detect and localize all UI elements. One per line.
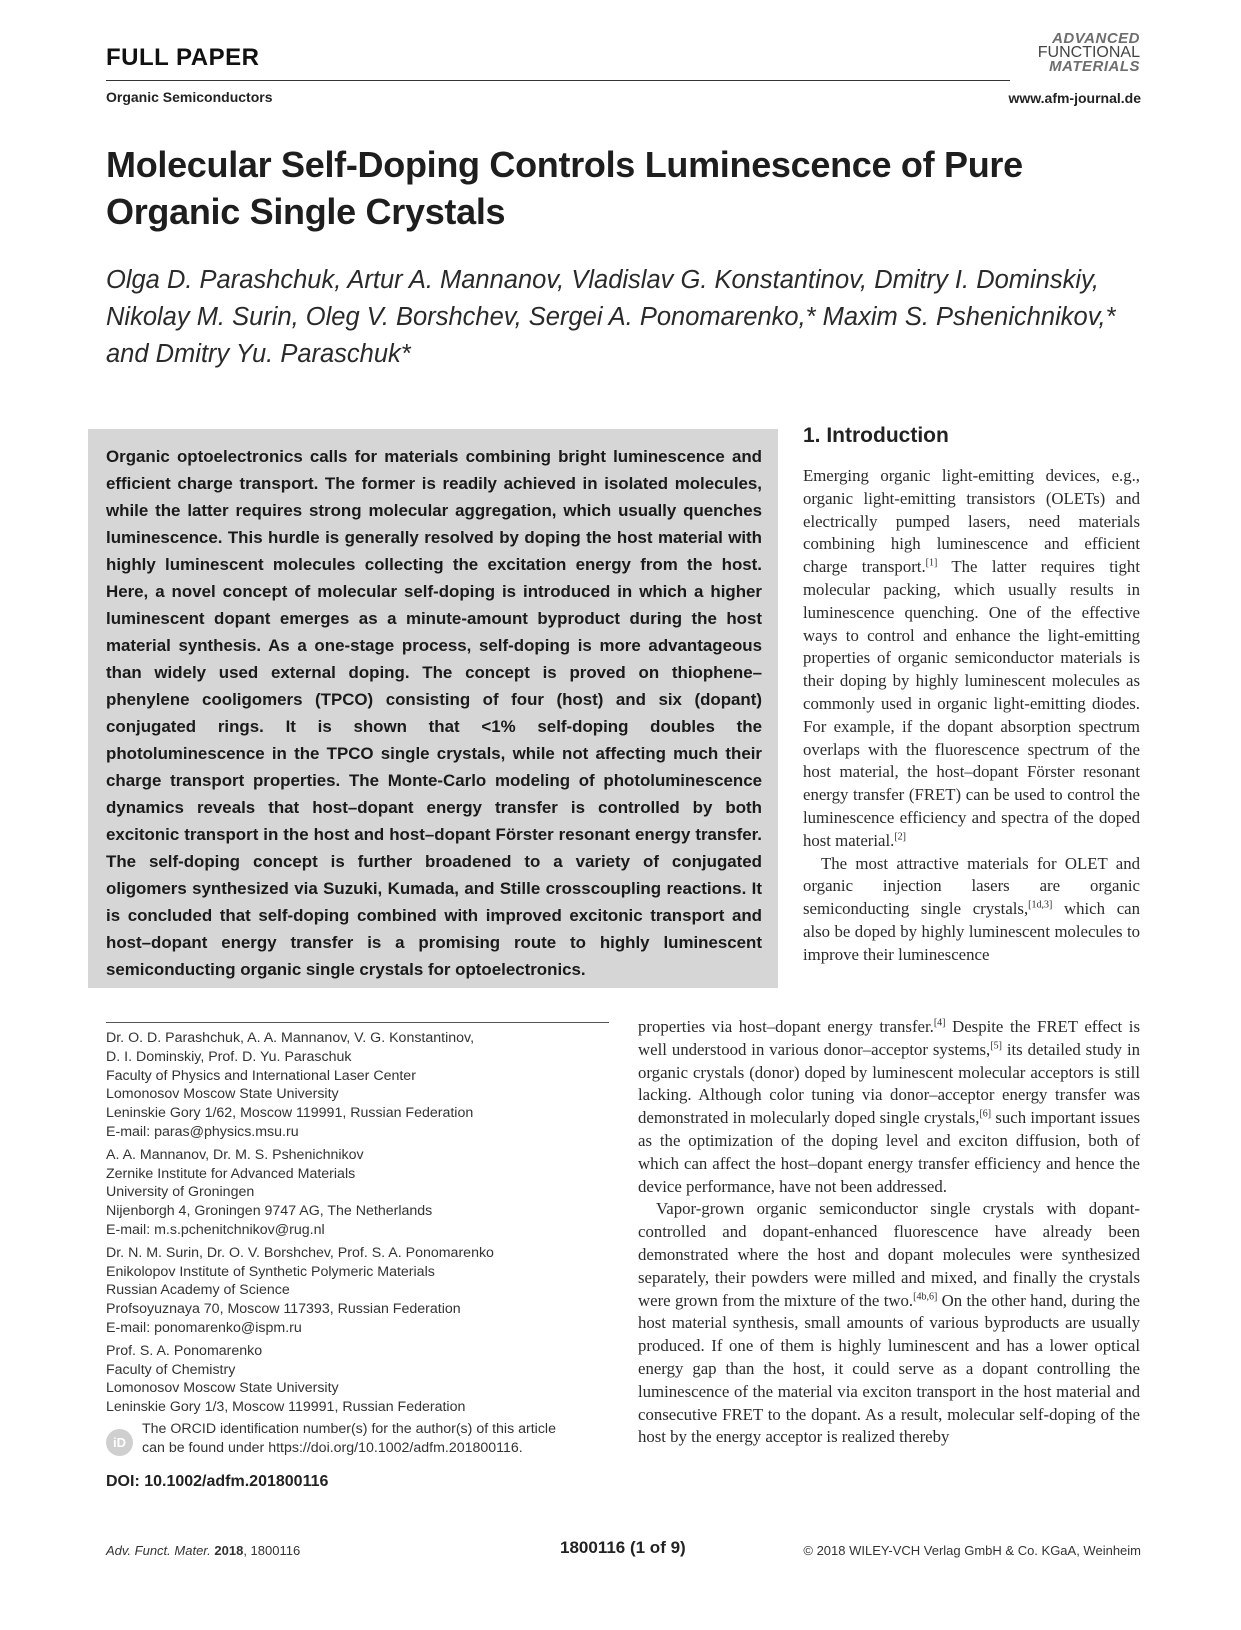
email-link[interactable]: E-mail: ponomarenko@ispm.ru bbox=[106, 1319, 302, 1336]
header-rule bbox=[106, 80, 1010, 81]
text-run: its detailed study in organic crystals (donor) doped by luminescent molecular acceptors is still lacking. Although color tuning via donor–acceptor energy transfer was demonstrated in molecularly doped single crystals, bbox=[638, 1039, 1140, 1128]
affiliation-block bbox=[106, 1342, 616, 1417]
footer-year: 2018 bbox=[214, 1543, 244, 1558]
journal-logo-line: ADVANCED bbox=[1052, 30, 1140, 47]
affiliation-line: Nijenborgh 4, Groningen 9747 AG, The Netherlands bbox=[106, 1203, 433, 1220]
affiliation-line: Prof. S. A. Ponomarenko bbox=[106, 1342, 263, 1359]
text-run: The most attractive materials for OLET and organic injection lasers are organic semiconducting single crystals, bbox=[803, 853, 1140, 919]
affiliation-line: Dr. N. M. Surin, Dr. O. V. Borshchev, Prof. S. A. Ponomarenko bbox=[106, 1244, 494, 1261]
footer-citation bbox=[106, 1543, 300, 1558]
footer-journal: Adv. Funct. Mater. bbox=[106, 1543, 211, 1558]
affiliation-line: Faculty of Physics and International Laser Center bbox=[106, 1067, 416, 1084]
affiliation-line: Faculty of Chemistry bbox=[106, 1361, 236, 1378]
affiliation-line: University of Groningen bbox=[106, 1184, 255, 1201]
affiliation-rule bbox=[106, 1022, 609, 1023]
intro-paragraph bbox=[638, 1016, 1140, 1198]
intro-paragraph bbox=[638, 1198, 1140, 1449]
citation-ref[interactable]: [1d,3] bbox=[1028, 899, 1053, 911]
citation-ref[interactable]: [6] bbox=[979, 1108, 992, 1120]
affiliation-block bbox=[106, 1146, 616, 1240]
affiliation-line: Enikolopov Institute of Synthetic Polymeric Materials bbox=[106, 1263, 435, 1280]
abstract-text: Organic optoelectronics calls for materials combining bright luminescence and efficient charge transport. The former is readily achieved in isolated molecules, while the latter requires strong molecular aggregation, which usually quenches luminescence. This hurdle is generally resolved by doping the host material with highly luminescent molecules collecting the excitation energy from the host. Here, a novel concept of molecular self-doping is introduced in which a higher luminescent dopant emerges as a minute-amount byproduct during the host material synthesis. As a one-stage process, self-doping is more advantageous than widely used external doping. The concept is proved on thiophene–phenylene cooligomers (TPCO) consisting of four (host) and six (dopant) conjugated rings. It is shown that <1% self-doping doubles the photoluminescence in the TPCO single crystals, while not affecting much their charge transport properties. The Monte-Carlo modeling of photoluminescence dynamics reveals that host–dopant energy transfer is controlled by both excitonic transport in the host and host–dopant Förster resonant energy transfer. The self-doping concept is further broadened to a variety of conjugated oligomers synthesized via Suzuki, Kumada, and Stille crosscoupling reactions. It is concluded that self-doping combined with improved excitonic transport and host–dopant energy transfer is a promising route to highly luminescent semiconducting organic single crystals for optoelectronics. bbox=[106, 447, 762, 979]
email-link[interactable]: E-mail: m.s.pchenitchnikov@rug.nl bbox=[106, 1221, 325, 1238]
introduction-heading: 1. Introduction bbox=[803, 424, 949, 447]
affiliation-line: Leninskie Gory 1/3, Moscow 119991, Russian Federation bbox=[106, 1399, 466, 1416]
email-link[interactable]: E-mail: paras@physics.msu.ru bbox=[106, 1123, 299, 1140]
affiliation-line: Zernike Institute for Advanced Materials bbox=[106, 1165, 356, 1182]
text-run: Vapor-grown organic semiconductor single crystals with dopant-controlled and dopant-enhanced fluorescence have already been demonstrated where the host and dopant molecules were synthesized separately, their powders were milled and mixed, and finally the crystals were grown from the mixture of the two. bbox=[638, 1199, 1140, 1310]
text-run: properties via host–dopant energy transfer. bbox=[638, 1017, 934, 1036]
paper-title: Molecular Self-Doping Controls Luminescence of Pure Organic Single Crystals bbox=[106, 144, 1023, 232]
affiliation-line: Profsoyuznaya 70, Moscow 117393, Russian Federation bbox=[106, 1301, 461, 1318]
affiliation-block bbox=[106, 1244, 616, 1338]
orcid-note bbox=[142, 1420, 622, 1457]
affiliation-line: Dr. O. D. Parashchuk, A. A. Mannanov, V. G. Konstantinov, bbox=[106, 1030, 475, 1046]
orcid-doi-link[interactable]: can be found under https://doi.org/10.1002/adfm.201800116. bbox=[142, 1439, 523, 1456]
affiliation-line: Lomonosov Moscow State University bbox=[106, 1086, 339, 1103]
journal-url-link[interactable]: www.afm-journal.de bbox=[1008, 90, 1141, 106]
intro-paragraph bbox=[803, 465, 1140, 853]
affiliation-line: A. A. Mannanov, Dr. M. S. Pshenichnikov bbox=[106, 1146, 364, 1163]
orcid-note-line: The ORCID identification number(s) for the author(s) of this article bbox=[142, 1421, 556, 1437]
affiliation-line: D. I. Dominskiy, Prof. D. Yu. Paraschuk bbox=[106, 1048, 352, 1065]
intro-paragraph bbox=[803, 853, 1140, 967]
affiliations bbox=[106, 1029, 616, 1421]
text-run: The latter requires tight molecular packing, which usually results in luminescence quenching. One of the effective ways to control and enhance the light-emitting properties of organic semiconductor materials is their doping by highly luminescent molecules as commonly used in organic light-emitting diodes. For example, if the dopant absorption spectrum overlaps with the fluorescence spectrum of the host material, the host–dopant Förster resonant energy transfer (FRET) can be used to control the luminescence efficiency and spectra of the doped host material. bbox=[803, 557, 1140, 850]
affiliation-line: Lomonosov Moscow State University bbox=[106, 1380, 339, 1397]
header-section: Organic Semiconductors bbox=[106, 89, 273, 105]
orcid-icon: iD bbox=[106, 1429, 133, 1456]
introduction-wide-column bbox=[638, 1016, 1140, 1449]
header-kind: FULL PAPER bbox=[106, 44, 260, 71]
affiliation-line: Russian Academy of Science bbox=[106, 1282, 290, 1299]
citation-ref[interactable]: [2] bbox=[894, 831, 907, 843]
footer-copyright: © 2018 WILEY-VCH Verlag GmbH & Co. KGaA, Weinheim bbox=[803, 1543, 1141, 1558]
text-run: On the other hand, during the host material synthesis, small amounts of various byproducts are usually produced. If one of them is highly luminescent and has a lower optical energy gap than the host, it could serve as a dopant controlling the luminescence of the material via exciton transport in the host material and consecutive FRET to the dopant. As a result, molecular self-doping of the host by the energy acceptor is realized thereby bbox=[638, 1290, 1141, 1447]
text-run: which can also be doped by highly luminescent molecules to improve their luminescence bbox=[803, 899, 1140, 964]
journal-logo-line: FUNCTIONAL bbox=[1037, 44, 1140, 61]
citation-ref[interactable]: [5] bbox=[990, 1040, 1002, 1052]
citation-ref[interactable]: [4b,6] bbox=[913, 1290, 938, 1302]
author-list: Olga D. Parashchuk, Artur A. Mannanov, Vladislav G. Konstantinov, Dmitry I. Dominskiy, Nikolay M. Surin, Oleg V. Borshchev, Sergei A. Ponomarenko,* Maxim S. Pshenichnikov,* and Dmitry Yu. Paraschuk* bbox=[106, 266, 1116, 368]
journal-logo-line: MATERIALS bbox=[1049, 58, 1140, 75]
journal-logo bbox=[1005, 32, 1140, 74]
footer-article-number: , 1800116 bbox=[243, 1543, 301, 1558]
text-run: Despite the FRET effect is well understood in various donor–acceptor systems, bbox=[638, 1017, 1140, 1059]
citation-ref[interactable]: [4] bbox=[933, 1017, 946, 1029]
text-run: such important issues as the optimization of the doping level and exciton diffusion, both of which can affect the host–dopant energy transfer efficiency and hence the device performance, have not been addressed. bbox=[638, 1108, 1140, 1196]
affiliation-line: Leninskie Gory 1/62, Moscow 119991, Russian Federation bbox=[106, 1105, 474, 1122]
footer-page-number: 1800116 (1 of 9) bbox=[560, 1538, 686, 1557]
introduction-narrow-column bbox=[803, 465, 1140, 967]
text-run: Emerging organic light-emitting devices, e.g., organic light-emitting transistors (OLETs) and electrically pumped lasers, need materials combining high luminescence and efficient charge transport. bbox=[803, 466, 1140, 577]
citation-ref[interactable]: [1] bbox=[925, 557, 938, 569]
doi-link[interactable]: DOI: 10.1002/adfm.201800116 bbox=[106, 1473, 329, 1490]
affiliation-block bbox=[106, 1029, 616, 1142]
